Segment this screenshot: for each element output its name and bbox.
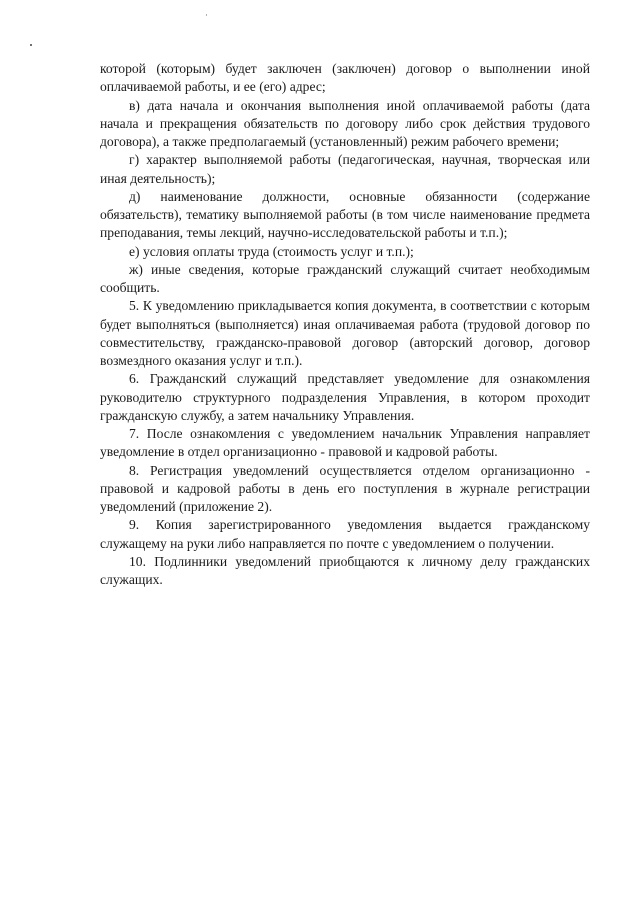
document-body: [100, 60, 590, 589]
clause-9: 9. Копия зарегистрированного уведомления выдается гражданскому служащему на руки либо направляется по почте с уведомлением о получении.: [100, 517, 590, 551]
scan-speck: [206, 14, 207, 16]
list-item-d: д) наименование должности, основные обязанности (содержание обязательств), тематику выполняемой работы (в том числе наименование предмета преподавания, темы лекций, научно-исследовательской работы и т.п.);: [100, 188, 590, 241]
clause-5: 5. К уведомлению прикладывается копия документа, в соответствии с которым будет выполняться (выполняется) иная оплачиваемая работа (трудовой договор по совместительству, гражданско-правовой договор (авторский договор, договор возмездного оказания услуг и т.п.).: [100, 298, 590, 368]
clause-7: 7. После ознакомления с уведомлением начальник Управления направляет уведомление в отдел организационно - правовой и кадровой работы.: [100, 426, 590, 460]
clause-10: 10. Подлинники уведомлений приобщаются к личному делу гражданских служащих.: [100, 553, 590, 587]
clause-6: 6. Гражданский служащий представляет уведомление для ознакомления руководителю структурного подразделения Управления, в котором проходит гражданскую службу, а затем начальнику Управления.: [100, 371, 590, 423]
list-item-e: е) условия оплаты труда (стоимость услуг и т.п.);: [129, 243, 414, 259]
paragraph-continuation: которой (которым) будет заключен (заключен) договор о выполнении иной оплачиваемой работы, и ее (его) адрес;: [100, 61, 590, 95]
list-item-g: г) характер выполняемой работы (педагогическая, научная, творческая или иная деятельность);: [100, 152, 590, 186]
list-item-v: в) дата начала и окончания выполнения иной оплачиваемой работы (дата начала и прекращения обязательств по договору либо срок действия трудового договора), а также предполагаемый (установленный) режим рабочего времени;: [100, 97, 590, 149]
scan-speck: [30, 44, 32, 46]
list-item-zh: ж) иные сведения, которые гражданский служащий считает необходимым сообщить.: [100, 261, 590, 295]
clause-8: 8. Регистрация уведомлений осуществляется отделом организационно - правовой и кадровой работы в день его поступления в журнале регистрации уведомлений (приложение 2).: [100, 462, 590, 514]
